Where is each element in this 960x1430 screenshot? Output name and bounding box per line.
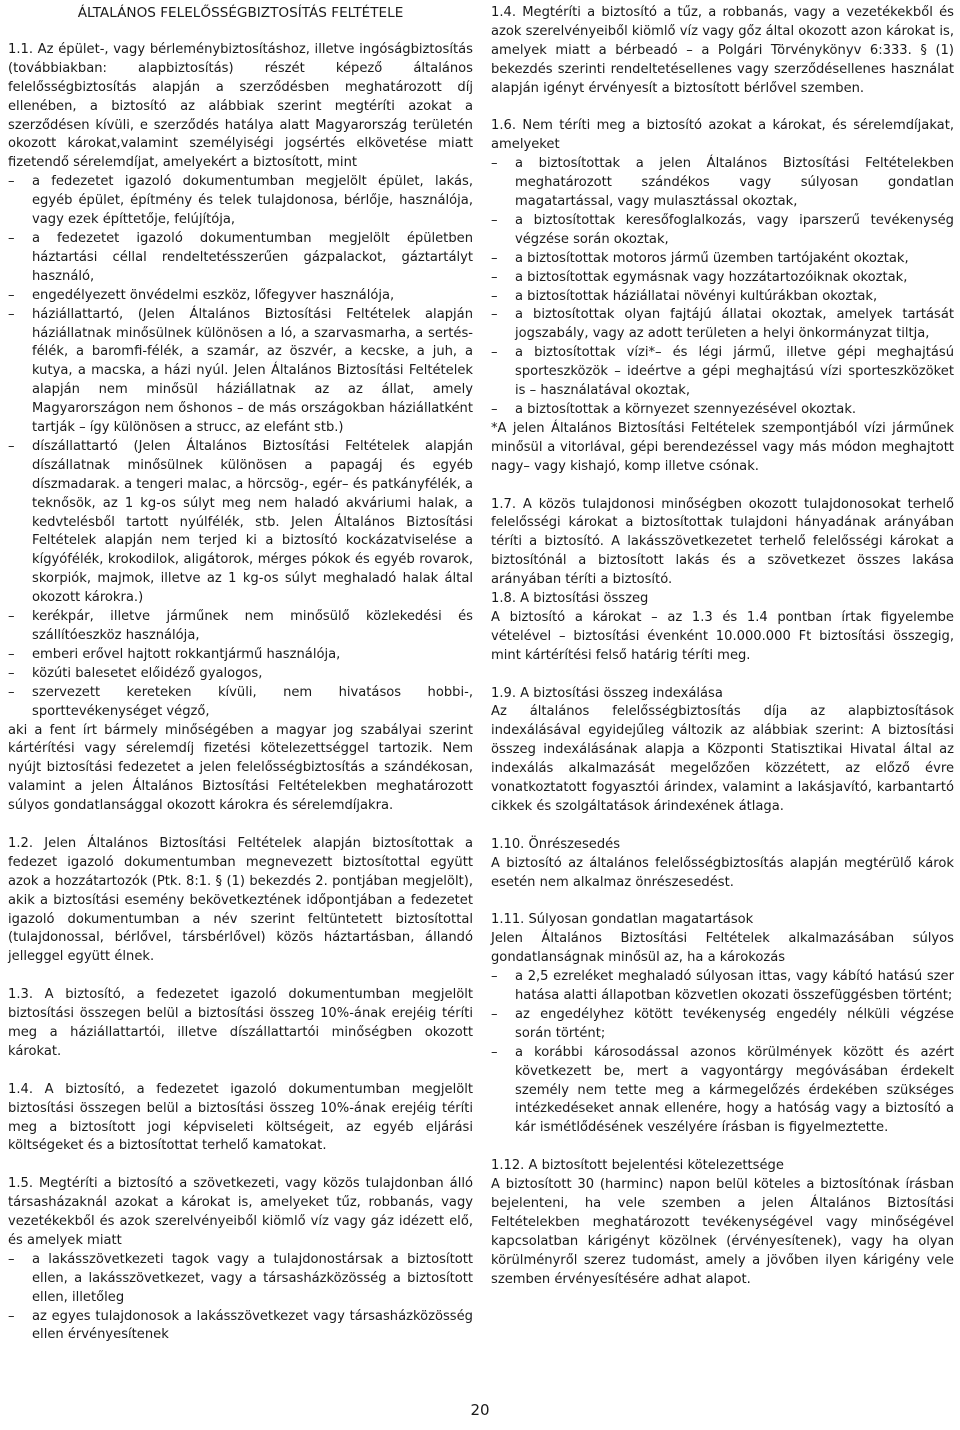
page-number: 20 [470, 1401, 490, 1419]
section-1-6-list [491, 155, 954, 420]
list-item: – a biztosítottak motoros jármű üzemben tartójaként okoztak, [491, 250, 954, 269]
section-1-2: 1.2. Jelen Általános Biztosítási Feltételek alapján biztosítottak a fedezet igazoló dokumentumban megnevezett biztosítottal együtt azok a hozzátartozók (Ptk. 8:1. § (1) bekezdés 2. pontjában megjelölt), akik a biztosítási esemény bekövetkeztének időpontjában a fedezetet igazoló dokumentumban a név szerint feltüntetett biztosítottal (tulajdonossal, bérlővel, társbérlővel) közös háztartásban, állandó jelleggel együtt élnek. [8, 835, 473, 965]
right-column [491, 4, 954, 1290]
list-item: – díszállattartó (Jelen Általános Biztosítási Feltételek alapján díszállatnak minősülnek különösen a papagáj és egyéb díszmadarak. a tengeri malac, a hörcsög-, egér– és patkányfélék, a teknősök, az 1 kg-os súlyt meg nem haladó akváriumi halak, a kedvtelésből tartott nyúlfélék, stb. Jelen Általános Biztosítási Feltételek alapján nem terjed ki a biztosító kockázatviselése a kígyófélék, krokodilok, aligátorok, mérges pókok és egyéb rovarok, skorpiók, majmok, illetve az 1 kg-os súlyt meghaladó halak által okozott károkra.) [8, 438, 473, 608]
section-1-4: 1.4. A biztosító, a fedezetet igazoló dokumentumban megjelölt biztosítási összegen belül a biztosítási összeg 10%-ának erejéig téríti meg a biztosított jogi képviseleti költségeit, az egyéb eljárási költségeket és a biztosítottat terhelő kamatokat. [8, 1081, 473, 1154]
section-1-9: Az általános felelősségbiztosítás díja az alapbiztosítások indexálásával egyidejűleg változik az alábbiak szerint: A biztosítási összeg indexálásának alapja a Központi Statisztikai Hivatal által az indexálás alkalmazását megelőzően közzétett, az előző évre vonatkoztatott fogyasztói árindex, valamint a lakásjavító, karbantartó cikkek és szolgáltatások árindexének átlaga. [491, 704, 954, 815]
list-item: – a biztosítottak háziállatai növényi kultúrákban okoztak, [491, 288, 954, 307]
section-1-1-conclusion: aki a fent írt bármely minőségében a magyar jog szabályai szerint kártérítési vagy sérelemdíj fizetési kötelezettséggel tartozik. Nem nyújt biztosítási fedezetet a jelen felelősségbiztosítás a szándékosan, valamint a jelen Általános Biztosítási Feltételekben meghatározott súlyos gondatlansággal okozott károkra és sérelemdíjakra. [8, 722, 473, 814]
list-item: – a biztosítottak a jelen Általános Biztosítási Feltételekben meghatározott szándékos vagy súlyosan gondatlan magatartással, vagy mulasztással okoztak, [491, 155, 954, 212]
list-item: – az egyes tulajdonosok a lakásszövetkezet vagy társasházközösség ellen érvényesítenek [8, 1308, 473, 1346]
list-item: – a biztosítottak a környezet szennyezésével okoztak. [491, 401, 954, 420]
section-1-8-heading: 1.8. A biztosítási összeg [491, 591, 649, 607]
section-1-6: 1.6. Nem téríti meg a biztosító azokat a károkat, és sérelemdíjakat, amelyeket [491, 118, 954, 153]
section-1-5-list [8, 1251, 473, 1346]
section-1-3: 1.3. A biztosító, a fedezetet igazoló dokumentumban megjelölt biztosítási összegen belül a biztosítási összeg 10%-ának erejéig téríti meg a háziállattartói, illetve díszállattartói minőségben okozott károkat. [8, 987, 473, 1059]
section-1-11-list [491, 968, 954, 1138]
document-title: ÁLTALÁNOS FELELŐSSÉGBIZTOSÍTÁS FELTÉTELE [77, 5, 404, 21]
list-item: – a biztosítottak egymásnak vagy hozzátartozóiknak okoztak, [491, 269, 954, 288]
list-item: – kerékpár, illetve járműnek nem minősülő közlekedési és szállítóeszköz használója, [8, 608, 473, 646]
list-item: – szervezett kereteken kívüli, nem hivatásos hobbi-, sporttevékenységet végző, [8, 684, 473, 722]
list-item: – közúti balesetet előidéző gyalogos, [8, 665, 473, 684]
list-item: – a fedezetet igazoló dokumentumban megjelölt épület, lakás, egyéb épület, építmény és telek tulajdonosa, bérlője, használója, vagy ezek építtetője, felújítója, [8, 173, 473, 230]
list-item: – az engedélyhez kötött tevékenység engedély nélküli végzése során történt; [491, 1006, 954, 1044]
list-item: – a fedezetet igazoló dokumentumban megjelölt épületben háztartási céllal rendeltetésszerűen gázpalackot, gáztartályt használó, [8, 230, 473, 287]
section-1-1-list [8, 173, 473, 721]
section-1-11-heading: 1.11. Súlyosan gondatlan magatartások [491, 912, 754, 928]
list-item: – a korábbi károsodással azonos körülmények között és azért következett be, mert a vagyontárgy megóvásában érdekelt személy nem tette meg a kármegelőzés érdekében szükséges intézkedéseket annak ellenére, hogy a hatóság vagy a biztosító a kár ismétlődésének veszélyére írásban is figyelmeztette. [491, 1044, 954, 1139]
list-item: – a biztosítottak vízi*– és légi jármű, illetve gépi meghajtású sporteszközök – ideértve a gépi meghajtású vízi sporteszközöket is – használatával okoztak, [491, 344, 954, 401]
list-item: – a biztosítottak keresőfoglalkozás, vagy iparszerű tevékenység végzése során okoztak, [491, 212, 954, 250]
section-1-12-heading: 1.12. A biztosított bejelentési kötelezettsége [491, 1158, 784, 1174]
section-1-10: A biztosító az általános felelősségbiztosítás alapján megtérülő károk esetén nem alkalmaz önrészesedést. [491, 855, 954, 890]
list-item: – a biztosítottak olyan fajtájú állatai okoztak, amelyek tartását jogszabály, vagy az adott területen a helyi önkormányzat tiltja, [491, 306, 954, 344]
list-item: – a 2,5 ezreléket meghaladó súlyosan ittas, vagy kábító hatású szer hatása alatti állapotban közvetlen okozati összefüggésben történt; [491, 968, 954, 1006]
left-column [8, 4, 473, 1345]
list-item: – engedélyezett önvédelmi eszköz, lőfegyver használója, [8, 287, 473, 306]
section-1-1: 1.1. Az épület-, vagy bérleménybiztosításhoz, illetve ingóságbiztosítás (továbbiakban: alapbiztosítás) részét képező általános felelősségbiztosítás alapján a szerződésben meghatározott díj ellenében, a biztosító az alábbiak szerint megtéríti azokat a szerződésen kívüli, e szerződés hatálya alatt Magyarország területén okozott károkat,valamint személyiségi jogsértés elkövetése miatt fizetendő sérelemdíjat, amelyekért a biztosított, mint [8, 41, 473, 171]
list-item: – emberi erővel hajtott rokkantjármű használója, [8, 646, 473, 665]
section-1-5: 1.5. Megtéríti a biztosító a szövetkezeti, vagy közös tulajdonban álló társasházaknál azokat a károkat is, amelyeket tűz, robbanás, vagy vezetékekből és azok szerelvényeiből kiömlő víz vagy gáz idézett elő, és amelyek miatt [8, 1176, 473, 1248]
section-1-7: 1.7. A közös tulajdonosi minőségben okozott tulajdonosokat terhelő felelősségi károkat a biztosítottak tulajdoni hányadának arányában téríti a biztosító. A lakásszövetkezetet terhelő felelősségi károkat a biztosítónál a biztosított lakás és a szövetkezet összes lakása arányában téríti a biztosító. [491, 496, 954, 588]
section-1-4-b: 1.4. Megtéríti a biztosító a tűz, a robbanás, vagy a vezetékekből és azok szerelvényeiből kiömlő víz vagy gőz által okozott azon károkat is, amelyek miatt a bérbeadó – a Polgári Törvénykönyv 6:333. § (1) bekezdés szerinti rendeltetésellenes vagy szerződésellenes használat alapján igényt érvényesít a biztosított bérlővel szemben. [491, 5, 954, 96]
section-1-12: A biztosított 30 (harminc) napon belül köteles a biztosítónak írásban bejelenteni, ha vele szemben a jelen Általános Biztosítási Feltételekben meghatározott tevékenységével vagy minőségével kapcsolatban kárigényt közölnek (érvényesítenek), vagy ha olyan körülményről szerez tudomást, amely a jövőben ilyen kárigény vele szemben érvényesítésére adhat alapot. [491, 1177, 954, 1287]
section-1-9-heading: 1.9. A biztosítási összeg indexálása [491, 685, 723, 701]
section-1-6-footnote: *A jelen Általános Biztosítási Feltételek szempontjából vízi járműnek minősül a vitorlával, gépi berendezéssel vagy más módon meghajtott nagy– vagy kishajó, komp illetve csónak. [491, 420, 954, 474]
section-1-11: Jelen Általános Biztosítási Feltételek alkalmazásában súlyos gondatlanságnak minősül az, ha a károkozás [491, 931, 954, 966]
list-item: – a lakásszövetkezeti tagok vagy a tulajdonostársak a biztosított ellen, a lakásszövetkezet, vagy a társasházközösség a biztosított ellen, illetőleg [8, 1251, 473, 1308]
section-1-10-heading: 1.10. Önrészesedés [491, 836, 621, 852]
list-item: – háziállattartó, (Jelen Általános Biztosítási Feltételek alapján háziállatnak minősülnek különösen a ló, a szarvasmarha, a sertés-félék, a baromfi-félék, a szamár, az öszvér, a kecske, a juh, a kutya, a macska, a házi nyúl. Jelen Általános Biztosítási Feltételek alapján nem minősül háziállatnak az az állat, amely Magyarországon nem őshonos – de más országokban háziállatként tartják – így különösen a strucc, az elefánt stb.) [8, 306, 473, 438]
section-1-8: A biztosító a károkat – az 1.3 és 1.4 pontban írtak figyelembe vételével – biztosítási évenként 10.000.000 Ft biztosítási összegig, mint kártérítési felső határig téríti meg. [491, 609, 954, 663]
